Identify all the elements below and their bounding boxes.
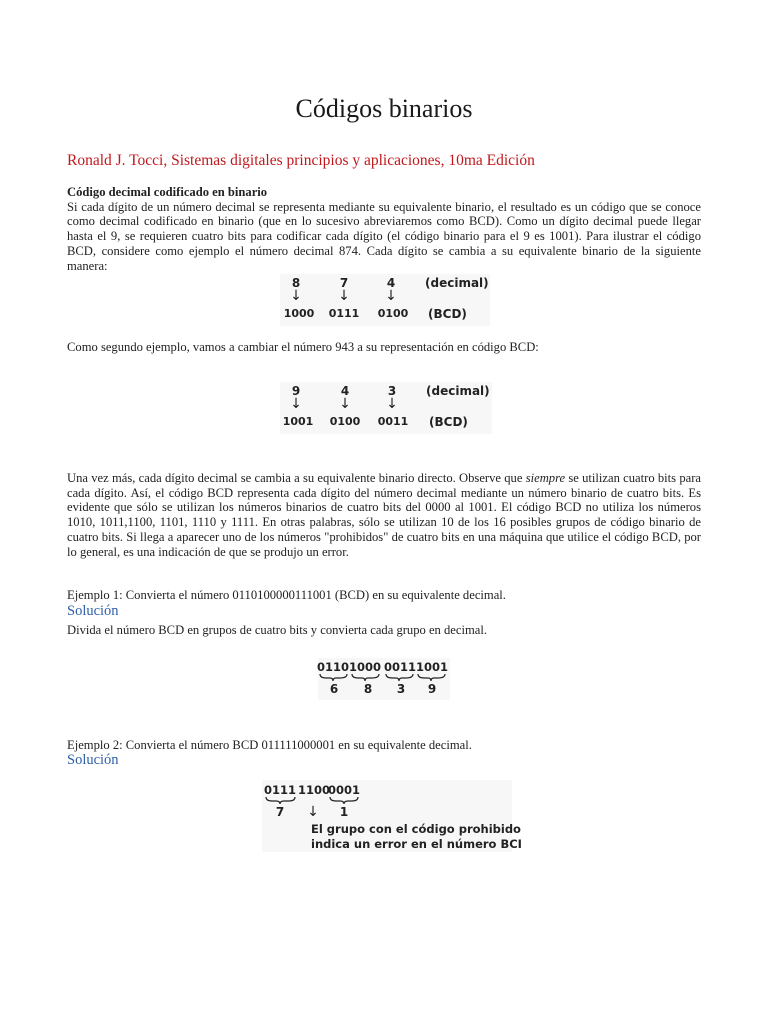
decimal-digit: 1 — [339, 805, 349, 819]
emphasis-siempre: siempre — [525, 471, 566, 485]
example-1-solution-label: Solución — [67, 603, 119, 619]
intro-paragraph: Si cada dígito de un número decimal se representa mediante su equivalente binario, el resultado es un código que se conoce como decimal codificado en binario (que en lo sucesivo abreviaremos como BCD). Como un dígito decimal puede llegar hasta el 9, se requieren cuatro bits para codificar cada dígito (el código binario para el 9 es 1001). Para ilustrar el código BCD, considere como ejemplo el número decimal 874. Cada dígito se cambia a su equivalente binario de la siguiente manera: — [67, 199, 701, 273]
bcd-group: 1000 — [283, 307, 315, 320]
example-2-solution-label: Solución — [67, 752, 119, 768]
decimal-digit: 8 — [363, 682, 373, 696]
bcd-group-figure-example-1 — [318, 658, 450, 700]
bcd-label: (BCD) — [429, 415, 468, 429]
decimal-digit: 8 — [291, 276, 301, 290]
bcd-group: 0011 — [383, 660, 417, 674]
down-arrow-icon: ↓ — [290, 396, 302, 412]
decimal-digit: 7 — [275, 805, 285, 819]
decimal-digit: 4 — [386, 276, 396, 290]
bcd-label: (BCD) — [428, 307, 467, 321]
second-example-text: Como segundo ejemplo, vamos a cambiar el número 943 a su representación en código BCD: — [67, 340, 539, 354]
decimal-digit: 3 — [387, 384, 397, 398]
decimal-digit: 3 — [396, 682, 406, 696]
bcd-group: 0111 — [328, 307, 360, 320]
bcd-group: 1000 — [348, 660, 382, 674]
intro-section — [67, 185, 701, 273]
down-arrow-icon: ↓ — [386, 396, 398, 412]
bcd-group: 0001 — [327, 783, 361, 797]
page-title: Códigos binarios — [295, 94, 473, 123]
bcd-group: 1100 — [297, 783, 331, 797]
example-2-statement: Ejemplo 2: Convierta el número BCD 011111000001 en su equivalente decimal. — [67, 738, 472, 752]
example-1-instruction: Divida el número BCD en grupos de cuatro bits y convierta cada grupo en decimal. — [67, 623, 488, 637]
down-arrow-icon: ↓ — [385, 288, 397, 304]
section-heading: Código decimal codificado en binario — [67, 185, 268, 199]
paragraph-2-text-a: Una vez más, cada dígito decimal se cambia a su equivalente binario directo. Observe que — [67, 471, 526, 485]
bcd-figure-943 — [280, 382, 492, 434]
decimal-digit: 7 — [339, 276, 349, 290]
paragraph-2 — [67, 471, 701, 559]
bcd-group: 1001 — [282, 415, 314, 428]
paragraph-2-text-b: se utilizan cuatro bits para cada dígito. Así, el código BCD representa cada dígito del número decimal mediante un número binario de cuatro bits. Es evidente que sólo se utilizan los números binarios de cuatro bits del 0000 al 1001. El código BCD no utiliza los números 1010, 1011,1100, 1101, 1110 y 1111. En otras palabras, sólo se utilizan 10 de los 16 posibles grupos de código binario de cuatro bits. Si llega a aparecer uno de los números "prohibidos" de cuatro bits en una máquina que utilice el código BCD, por lo general, es una indicación de que se produjo un error. — [67, 471, 701, 559]
down-arrow-icon: ↓ — [338, 288, 350, 304]
bcd-group: 0110 — [316, 660, 350, 674]
decimal-digit: 9 — [427, 682, 437, 696]
down-arrow-icon: ↓ — [339, 396, 351, 412]
decimal-digit: 6 — [329, 682, 339, 696]
bcd-group: 0100 — [329, 415, 361, 428]
decimal-digit: 4 — [340, 384, 350, 398]
example-1-statement: Ejemplo 1: Convierta el número 0110100000111001 (BCD) en su equivalente decimal. — [67, 588, 506, 602]
bcd-group: 0011 — [377, 415, 409, 428]
bcd-group: 0111 — [263, 783, 297, 797]
decimal-label: (decimal) — [426, 384, 490, 398]
down-arrow-icon: ↓ — [307, 804, 319, 820]
book-reference: Ronald J. Tocci, Sistemas digitales principios y aplicaciones, 10ma Edición — [67, 152, 535, 169]
down-arrow-icon: ↓ — [290, 288, 302, 304]
bcd-group: 1001 — [415, 660, 449, 674]
forbidden-code-note-line-2: indica un error en el número BCI — [311, 837, 522, 851]
bcd-group: 0100 — [377, 307, 409, 320]
decimal-digit: 9 — [291, 384, 301, 398]
decimal-label: (decimal) — [425, 276, 489, 290]
bcd-figure-874 — [280, 274, 490, 326]
bcd-group-figure-example-2 — [262, 780, 522, 852]
forbidden-code-note-line-1: El grupo con el código prohibido — [311, 822, 521, 836]
